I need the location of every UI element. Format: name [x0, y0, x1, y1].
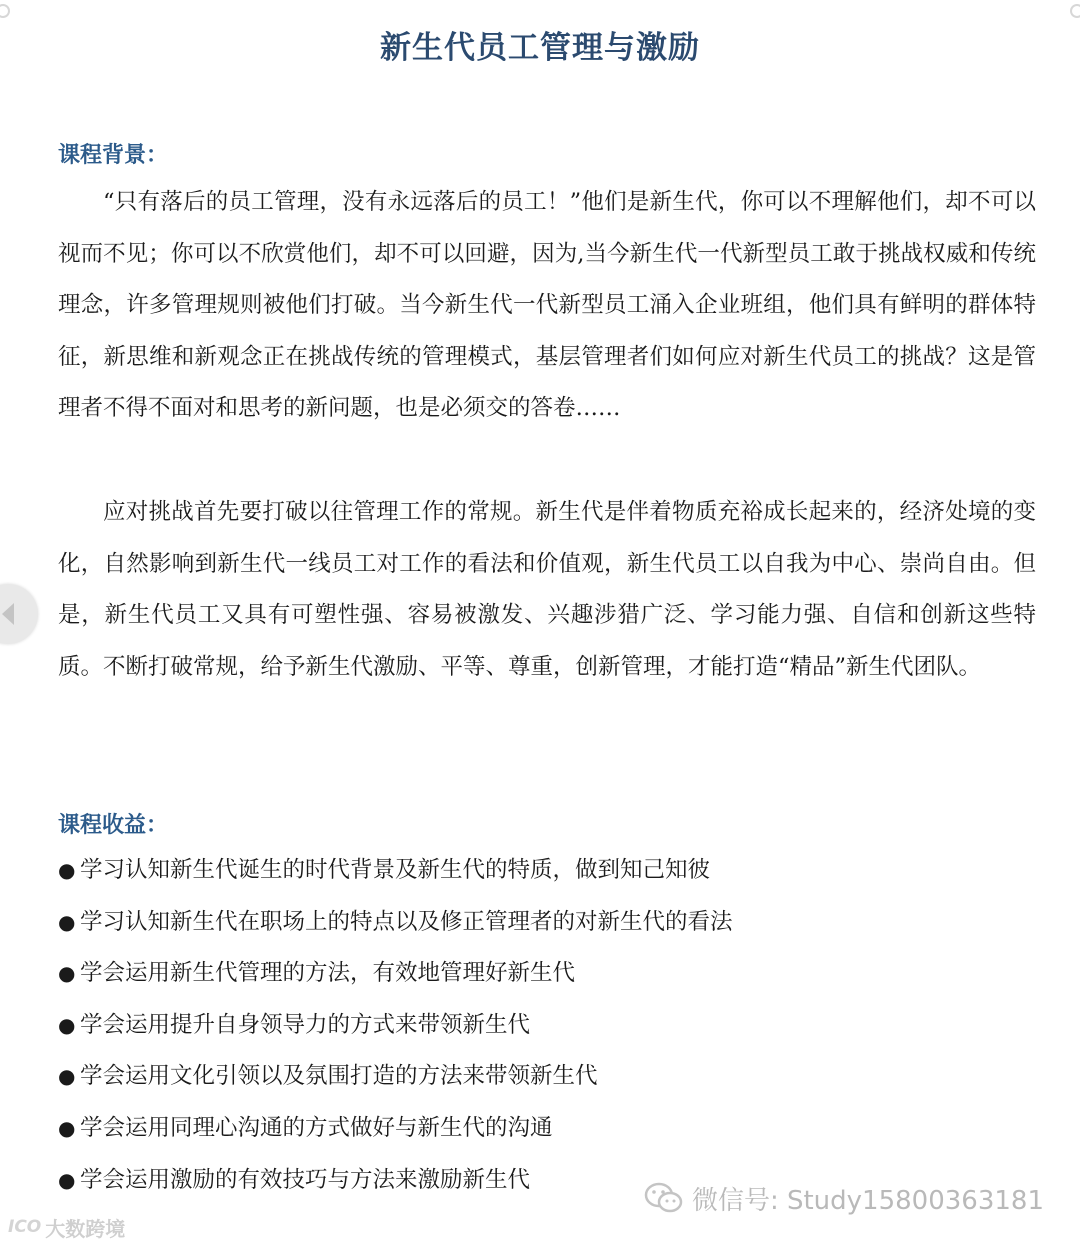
- benefit-item: [58, 1155, 733, 1207]
- bullet-icon: ●: [58, 1115, 76, 1140]
- section-heading-background: 课程背景：: [58, 142, 169, 168]
- benefit-item: [58, 845, 733, 897]
- benefit-text: 学习认知新生代诞生的时代背景及新生代的特质，做到知己知彼: [80, 857, 711, 883]
- section-heading-benefits: 课程收益：: [58, 812, 169, 838]
- benefits-list: [58, 845, 733, 1206]
- benefit-text: 学会运用同理心沟通的方式做好与新生代的沟通: [80, 1114, 553, 1141]
- benefit-text: 学会运用激励的有效技巧与方法来激励新生代: [80, 1166, 531, 1193]
- corner-ring-right-icon: [1070, 4, 1080, 18]
- benefit-item: [58, 1051, 733, 1103]
- brand-name: 大数跨境: [45, 1216, 126, 1241]
- bullet-icon: ●: [58, 858, 76, 882]
- document-title: 新生代员工管理与激励: [380, 30, 700, 66]
- bullet-icon: ●: [58, 1167, 76, 1192]
- background-paragraph-2: 应对挑战首先要打破以往管理工作的常规。新生代是伴着物质充裕成长起来的，经济处境的变化，自然影响到新生代一线员工对工作的看法和价值观，新生代员工以自我为中心、崇尚自由。但是，新生代员工又具有可塑性强、容易被激发、兴趣涉猎广泛、学习能力强、自信和创新这些特质。不断打破常规，给予新生代激励、平等、尊重，创新管理，才能打造“精品”新生代团队。: [58, 499, 1036, 680]
- brand-watermark: [8, 1212, 125, 1242]
- background-paragraph-1: “只有落后的员工管理，没有永远落后的员工！”他们是新生代，你可以不理解他们，却不可以视而不见；你可以不欣赏他们，却不可以回避，因为,当今新生代一代新型员工敢于挑战权威和传统理念，许多管理规则被他们打破。当今新生代一代新型员工涌入企业班组，他们具有鲜明的群体特征，新思维和新观念正在挑战传统的管理模式，基层管理者们如何应对新生代员工的挑战？这是管理者不得不面对和思考的新问题，也是必须交的答卷……: [58, 189, 1036, 421]
- corner-ring-left-icon: [0, 4, 10, 18]
- bullet-icon: ●: [58, 961, 76, 986]
- bullet-icon: ●: [58, 909, 76, 934]
- benefit-text: 学会运用新生代管理的方法，有效地管理好新生代: [80, 960, 576, 987]
- benefit-item: [58, 1103, 733, 1155]
- bullet-icon: ●: [58, 1064, 76, 1089]
- benefit-item: [58, 1000, 733, 1052]
- previous-page-arrow-icon[interactable]: [0, 584, 38, 644]
- benefit-text: 学习认知新生代在职场上的特点以及修正管理者的对新生代的看法: [80, 908, 733, 935]
- benefit-text: 学会运用提升自身领导力的方式来带领新生代: [80, 1011, 531, 1038]
- brand-logo-icon: ICO: [8, 1217, 42, 1237]
- benefit-item: [58, 897, 733, 949]
- benefit-text: 学会运用文化引领以及氛围打造的方法来带领新生代: [80, 1063, 598, 1090]
- benefit-item: [58, 948, 733, 1000]
- bullet-icon: ●: [58, 1012, 76, 1037]
- wechat-id-text: 微信号: Study15800363181: [691, 1185, 1044, 1216]
- wechat-watermark: [644, 1178, 1044, 1218]
- wechat-icon: [644, 1181, 684, 1215]
